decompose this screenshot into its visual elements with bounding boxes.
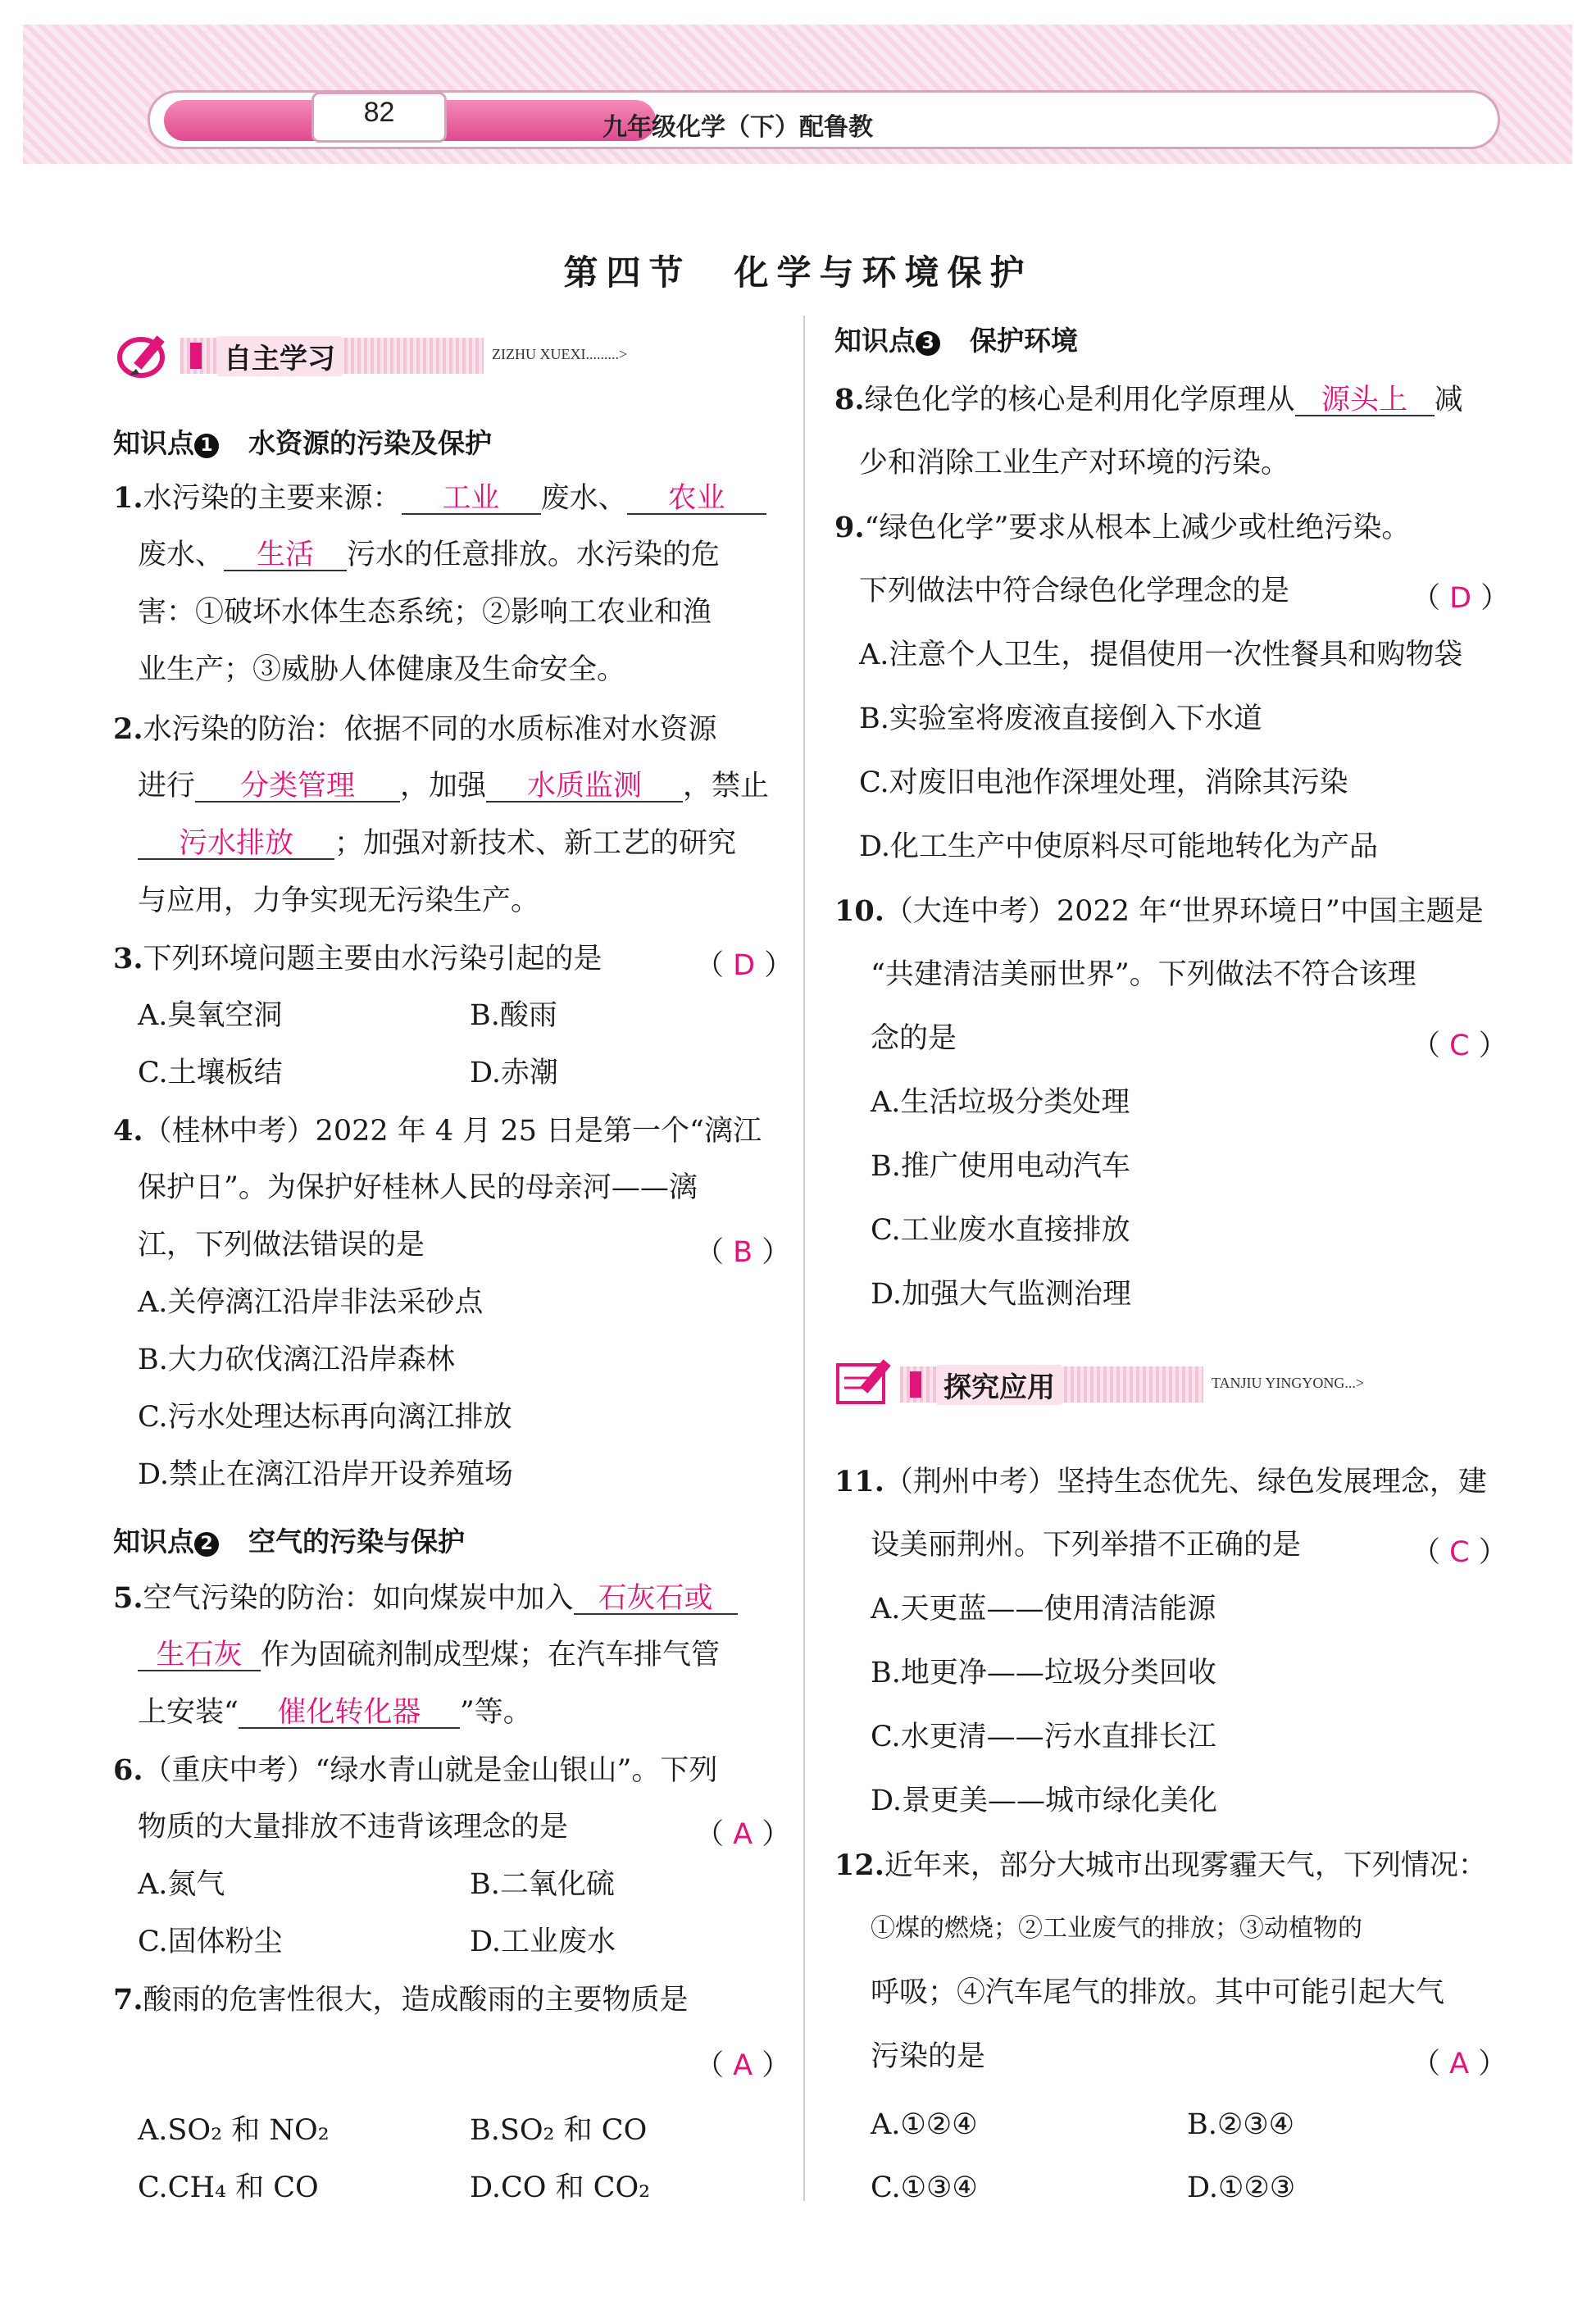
banner-bar bbox=[910, 1371, 921, 1398]
page-number: 82 bbox=[363, 97, 395, 128]
q6-option-b: B.二氧化硫 bbox=[470, 1868, 615, 1901]
q11-line1: 11.（荆州中考）坚持生态优先、绿色发展理念，建 bbox=[834, 1465, 1487, 1498]
q9-option-b: B.实验室将废液直接倒入下水道 bbox=[859, 703, 1262, 735]
q7-option-a: A.SO₂ 和 NO₂ bbox=[138, 2114, 330, 2147]
q4-option-a: A.关停漓江沿岸非法采砂点 bbox=[138, 1286, 484, 1319]
q12-option-c: C.①③④ bbox=[871, 2171, 978, 2204]
q9-option-d: D.化工生产中使原料尽可能地转化为产品 bbox=[859, 830, 1378, 863]
q10-line3: 念的是 bbox=[871, 1022, 957, 1055]
q7-option-b: B.SO₂ 和 CO bbox=[470, 2114, 648, 2147]
q9-option-a: A.注意个人卫生，提倡使用一次性餐具和购物袋 bbox=[859, 639, 1463, 671]
q1-blank-agriculture: 农业 bbox=[627, 484, 766, 515]
q7-answer: （ A ） bbox=[695, 2049, 791, 2082]
q10-answer: （ C ） bbox=[1412, 1030, 1507, 1062]
q10-option-d: D.加强大气监测治理 bbox=[871, 1278, 1131, 1311]
explore-banner bbox=[834, 1357, 1408, 1406]
q12-option-d: D.①②③ bbox=[1187, 2171, 1296, 2204]
self-study-banner bbox=[115, 328, 689, 377]
q12-answer: （ A ） bbox=[1412, 2048, 1507, 2080]
q4-option-c: C.污水处理达标再向漓江排放 bbox=[138, 1401, 512, 1434]
q9-option-c: C.对废旧电池作深埋处理，消除其污染 bbox=[859, 766, 1348, 799]
q4-option-d: D.禁止在漓江沿岸开设养殖场 bbox=[138, 1458, 513, 1491]
q12-line1: 12.近年来，部分大城市出现雾霾天气，下列情况： bbox=[834, 1848, 1487, 1882]
q10-option-a: A.生活垃圾分类处理 bbox=[871, 1086, 1130, 1119]
q11-answer: （ C ） bbox=[1412, 1536, 1507, 1569]
q9-answer: （ D ） bbox=[1412, 582, 1510, 615]
q10-line2: “共建清洁美丽世界”。下列做法不符合该理 bbox=[871, 958, 1416, 991]
q5-line1: 5.空气污染的防治：如向煤炭中加入 石灰石或 bbox=[113, 1584, 738, 1615]
q8-line2: 少和消除工业生产对环境的污染。 bbox=[859, 447, 1290, 480]
q5-line3: 上安装“ 催化转化器 ”等。 bbox=[138, 1696, 532, 1729]
q11-line2: 设美丽荆州。下列举措不正确的是 bbox=[871, 1529, 1302, 1562]
q6-line1: 6.（重庆中考）“绿水青山就是金山银山”。下列 bbox=[113, 1753, 718, 1787]
q11-option-b: B.地更净——垃圾分类回收 bbox=[871, 1657, 1216, 1689]
q10-option-b: B.推广使用电动汽车 bbox=[871, 1150, 1130, 1183]
q12-line3: 呼吸；④汽车尾气的排放。其中可能引起大气 bbox=[871, 1976, 1445, 2009]
pen-writing-icon bbox=[834, 1357, 900, 1411]
q1-line2: 废水、 生活 污水的任意排放。水污染的危 bbox=[138, 539, 721, 571]
q8-blank-source: 源头上 bbox=[1295, 386, 1435, 416]
q7-option-d: D.CO 和 CO₂ bbox=[470, 2171, 651, 2204]
q5-line2: 生石灰 作为固硫剂制成型煤；在汽车排气管 bbox=[138, 1641, 720, 1671]
q2-line1: 2.水污染的防治：依据不同的水质标准对水资源 bbox=[113, 712, 717, 746]
section-title: 第四节 化学与环境保护 bbox=[563, 252, 1033, 293]
q2-line4: 与应用，力争实现无污染生产。 bbox=[138, 884, 540, 917]
q3-option-a: A.臭氧空洞 bbox=[138, 999, 283, 1032]
q2-blank-classify: 分类管理 bbox=[195, 772, 400, 803]
q8-line1: 8.绿色化学的核心是利用化学原理从 源头上 减 bbox=[834, 383, 1463, 416]
q5-blank-converter: 催化转化器 bbox=[239, 1698, 460, 1729]
q1-blank-industry: 工业 bbox=[402, 484, 541, 515]
knowledge-point-3: 知识点 3 保护环境 bbox=[834, 325, 1078, 357]
q4-line3: 江，下列做法错误的是 bbox=[138, 1229, 425, 1262]
q11-option-d: D.景更美——城市绿化美化 bbox=[871, 1785, 1217, 1817]
q4-answer: （ B ） bbox=[695, 1236, 791, 1269]
q2-line3: 污水排放 ；加强对新技术、新工艺的研究 bbox=[138, 830, 736, 860]
banner-subtitle: ZIZHU XUEXI.........> bbox=[492, 346, 628, 362]
q2-blank-discharge: 污水排放 bbox=[138, 830, 334, 860]
q12-option-a: A.①②④ bbox=[871, 2108, 978, 2141]
pen-notebook-icon bbox=[115, 328, 180, 382]
q3-answer: （ D ） bbox=[695, 949, 793, 982]
q7-line1: 7.酸雨的危害性很大，造成酸雨的主要物质是 bbox=[113, 1983, 689, 2017]
column-divider bbox=[803, 316, 805, 2201]
q10-line1: 10.（大连中考）2022 年“世界环境日”中国主题是 bbox=[834, 894, 1484, 928]
q1-line3: 害：①破坏水体生态系统；②影响工农业和渔 bbox=[138, 596, 712, 629]
knowledge-point-1: 知识点 1 水资源的污染及保护 bbox=[113, 427, 492, 459]
q1-line1: 1.水污染的主要来源： 工业 废水、 农业 bbox=[113, 484, 766, 515]
banner-label: 自主学习 bbox=[217, 336, 342, 376]
banner-label: 探究应用 bbox=[937, 1365, 1062, 1405]
q10-option-c: C.工业废水直接排放 bbox=[871, 1214, 1130, 1247]
q2-line2: 进行 分类管理 ，加强 水质监测 ，禁止 bbox=[138, 770, 770, 803]
q6-answer: （ A ） bbox=[695, 1818, 791, 1851]
q1-blank-domestic: 生活 bbox=[224, 541, 347, 571]
q6-option-a: A.氮气 bbox=[138, 1868, 225, 1901]
q5-blank-quicklime: 生石灰 bbox=[138, 1641, 261, 1671]
q3-option-d: D.赤潮 bbox=[470, 1057, 558, 1089]
knowledge-point-2: 知识点 2 空气的污染与保护 bbox=[113, 1526, 465, 1557]
q6-line2: 物质的大量排放不违背该理念的是 bbox=[138, 1811, 569, 1844]
book-title: 九年级化学（下）配鲁教 bbox=[602, 113, 873, 142]
q11-option-a: A.天更蓝——使用清洁能源 bbox=[871, 1593, 1216, 1626]
q5-blank-limestone: 石灰石或 bbox=[574, 1585, 738, 1615]
banner-bar bbox=[190, 343, 202, 369]
q7-option-c: C.CH₄ 和 CO bbox=[138, 2171, 319, 2204]
q12-line2: ①煤的燃烧；②工业废气的排放；③动植物的 bbox=[871, 1914, 1362, 1943]
q2-blank-monitor: 水质监测 bbox=[486, 772, 683, 803]
q9-line2: 下列做法中符合绿色化学理念的是 bbox=[859, 575, 1290, 607]
q6-option-d: D.工业废水 bbox=[470, 1926, 616, 1958]
q4-option-b: B.大力砍伐漓江沿岸森林 bbox=[138, 1344, 455, 1376]
q11-option-c: C.水更清——污水直排长江 bbox=[871, 1721, 1216, 1753]
q12-line4: 污染的是 bbox=[871, 2040, 986, 2073]
q3-option-c: C.土壤板结 bbox=[138, 1057, 283, 1089]
banner-subtitle: TANJIU YINGYONG...> bbox=[1212, 1375, 1365, 1391]
q6-option-c: C.固体粉尘 bbox=[138, 1926, 283, 1958]
q3-stem: 3.下列环境问题主要由水污染引起的是 bbox=[113, 942, 602, 975]
q12-option-b: B.②③④ bbox=[1187, 2108, 1294, 2141]
q4-line1: 4.（桂林中考）2022 年 4 月 25 日是第一个“漓江 bbox=[113, 1114, 762, 1148]
q3-option-b: B.酸雨 bbox=[470, 999, 557, 1032]
q9-line1: 9.“绿色化学”要求从根本上减少或杜绝污染。 bbox=[834, 511, 1411, 544]
q4-line2: 保护日”。为保护好桂林人民的母亲河——漓 bbox=[138, 1171, 698, 1204]
q1-line4: 业生产；③威胁人体健康及生命安全。 bbox=[138, 653, 626, 686]
